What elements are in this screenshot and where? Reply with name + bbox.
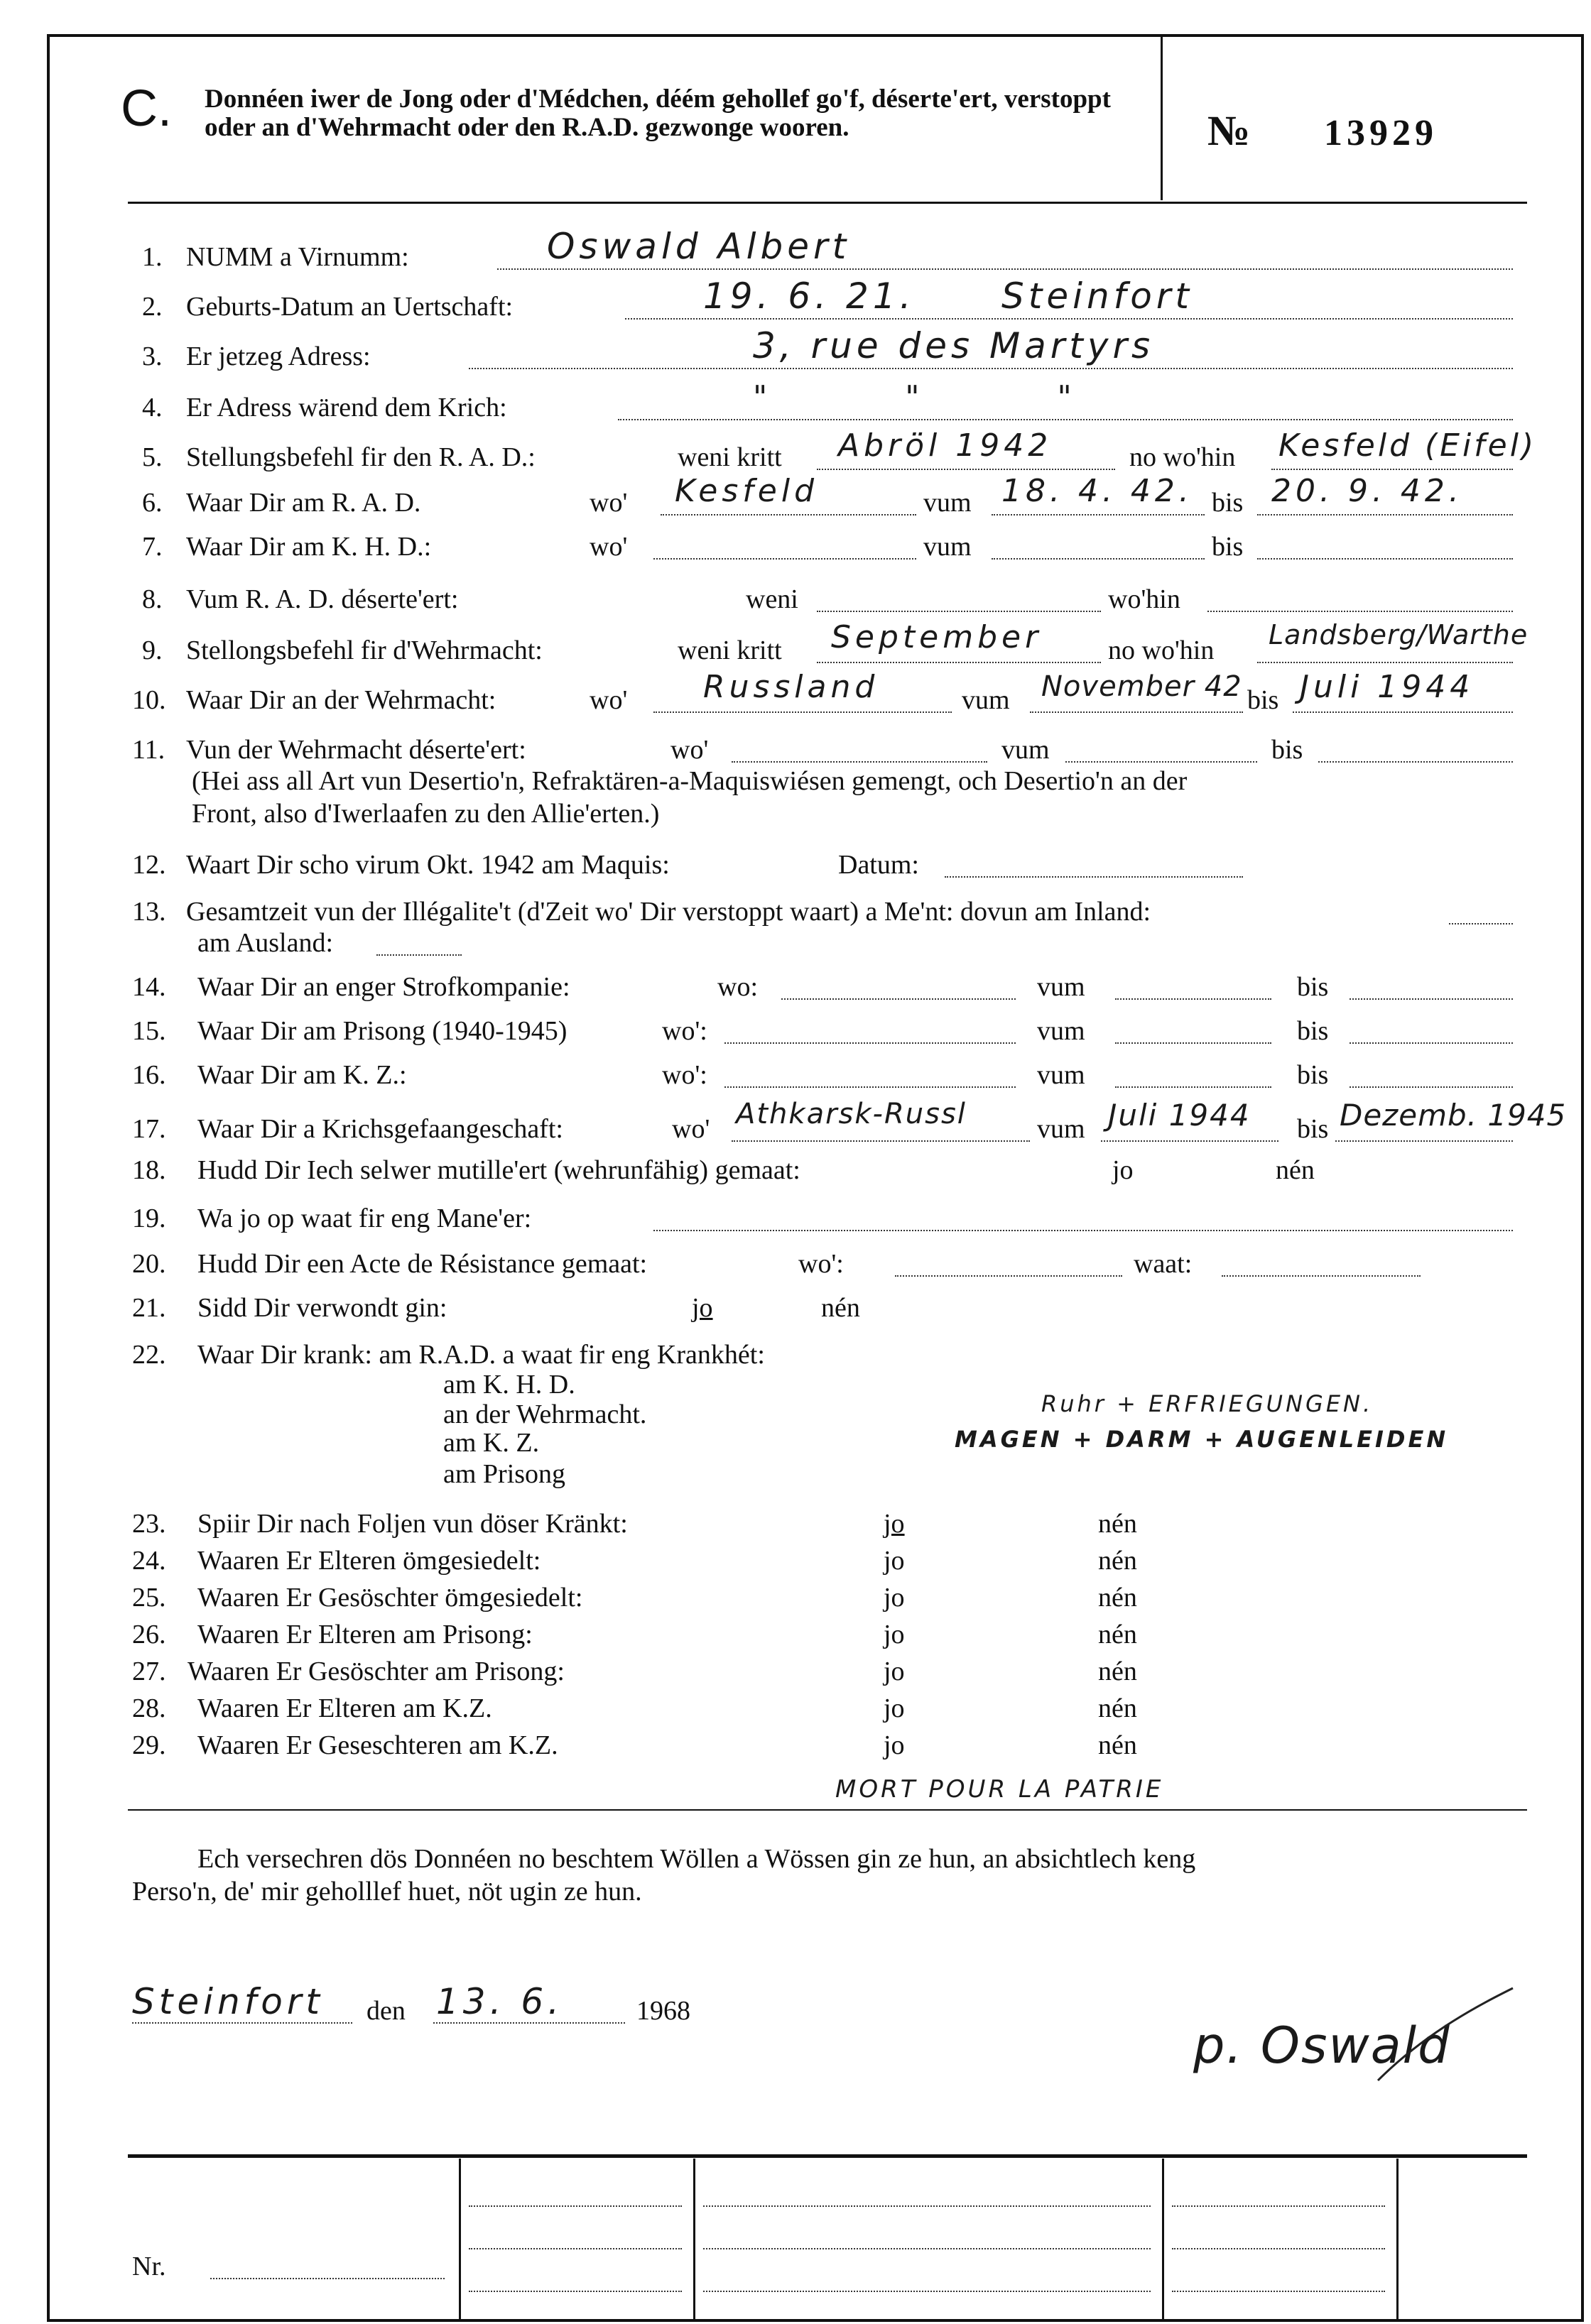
f26-num: 26.: [132, 1620, 166, 1649]
f8-weni-line: [817, 611, 1101, 612]
f16-label: Waar Dir am K. Z.:: [197, 1060, 407, 1090]
f14-bis-line: [1350, 998, 1513, 1000]
f5-label: Stellungsbefehl fir den R. A. D.:: [186, 442, 536, 472]
f28-num: 28.: [132, 1693, 166, 1723]
f17-vum-label: vum: [1037, 1114, 1085, 1144]
f17-bis: Dezemb. 1945: [1340, 1098, 1567, 1133]
f6-wo-label: wo': [590, 488, 628, 518]
f20-waat-line: [1222, 1275, 1421, 1277]
f27-label: Waaren Er Gesöschter am Prisong:: [188, 1657, 565, 1686]
f10-bis-label: bis: [1247, 685, 1279, 715]
footer-c3-line2: [703, 2248, 1151, 2249]
f8-label: Vum R. A. D. déserte'ert:: [186, 584, 459, 614]
f17-label: Waar Dir a Krichsgefaangeschaft:: [197, 1114, 563, 1144]
f13-inland-line: [1449, 923, 1513, 924]
f16-bis-line: [1350, 1086, 1513, 1088]
f22-kz: am K. Z.: [443, 1428, 540, 1458]
f22-label: Waar Dir krank: am R.A.D. a waat fir eng Krankhét:: [197, 1340, 765, 1370]
f2-num: 2.: [142, 292, 163, 322]
f9-num: 9.: [142, 635, 163, 665]
f16-wo-line: [724, 1086, 1016, 1088]
f23-nen: nén: [1098, 1509, 1137, 1539]
signature-date: 13. 6.: [436, 1981, 564, 2022]
f5-when: Abröl 1942: [838, 427, 1053, 464]
f2-date: 19. 6. 21.: [703, 276, 916, 317]
footer-c3-line3: [703, 2291, 1151, 2292]
f7-vum-label: vum: [923, 532, 972, 562]
f10-vum: November 42: [1041, 670, 1242, 703]
f20-num: 20.: [132, 1249, 166, 1279]
f9-where-line: [1257, 662, 1513, 663]
f19-label: Wa jo op waat fir eng Mane'er:: [197, 1204, 532, 1233]
f6-vum: 18. 4. 42.: [1001, 473, 1193, 509]
f15-num: 15.: [132, 1016, 166, 1046]
f22-prisong: am Prisong: [443, 1459, 566, 1489]
f10-num: 10.: [132, 685, 166, 715]
f21-label: Sidd Dir verwondt gin:: [197, 1293, 447, 1323]
f17-vum: Juli 1944: [1108, 1098, 1251, 1133]
f21-jo: jo: [692, 1293, 713, 1323]
f9-where: Landsberg/Warthe: [1269, 619, 1528, 650]
f27-jo: jo: [884, 1657, 905, 1686]
f29-remark: MORT POUR LA PATRIE: [835, 1775, 1164, 1804]
f1-num: 1.: [142, 242, 163, 272]
f14-wo-line: [781, 998, 1016, 1000]
f25-num: 25.: [132, 1583, 166, 1613]
header-rule: [128, 202, 1527, 204]
f4-label: Er Adress wärend dem Krich:: [186, 393, 507, 422]
footer-col-3: [1162, 2159, 1164, 2322]
number-label: №: [1207, 107, 1251, 154]
f23-label: Spiir Dir nach Foljen vun döser Kränkt:: [197, 1509, 628, 1539]
f18-num: 18.: [132, 1155, 166, 1185]
f20-waat-label: waat:: [1134, 1249, 1193, 1279]
f11-wo-label: wo': [670, 735, 709, 765]
f25-nen: nén: [1098, 1583, 1137, 1613]
f1-value: Oswald Albert: [547, 226, 851, 267]
f8-wohin-line: [1207, 611, 1513, 612]
f11-wo-line: [732, 761, 987, 763]
f23-jo: jo: [884, 1509, 905, 1539]
f5-num: 5.: [142, 442, 163, 472]
f14-num: 14.: [132, 972, 166, 1002]
f7-wo-label: wo': [590, 532, 628, 562]
f5-where: Kesfeld (Eifel): [1278, 427, 1537, 464]
signature-stroke-icon: [1200, 1974, 1527, 2088]
f22-khd: am K. H. D.: [443, 1370, 575, 1400]
f20-label: Hudd Dir een Acte de Résistance gemaat:: [197, 1249, 648, 1279]
footer-c2-line3: [469, 2291, 682, 2292]
section-letter: C.: [121, 80, 172, 137]
f18-jo: jo: [1112, 1155, 1134, 1185]
f15-vum-label: vum: [1037, 1016, 1085, 1046]
f26-nen: nén: [1098, 1620, 1137, 1649]
f4-num: 4.: [142, 393, 163, 422]
f16-vum-label: vum: [1037, 1060, 1085, 1090]
f12-num: 12.: [132, 850, 166, 880]
f19-line: [653, 1230, 1513, 1231]
f11-num: 11.: [132, 735, 165, 765]
f24-jo: jo: [884, 1546, 905, 1576]
f22-wehrmacht: an der Wehrmacht.: [443, 1400, 647, 1429]
f1-line: [497, 268, 1513, 270]
f15-label: Waar Dir am Prisong (1940-1945): [197, 1016, 568, 1046]
f13-ausland-line: [376, 954, 462, 956]
f17-wo-line: [732, 1140, 1030, 1142]
f11-label: Vun der Wehrmacht déserte'ert:: [186, 735, 526, 765]
signature-place: Steinfort: [132, 1981, 325, 2022]
f10-wo-label: wo': [590, 685, 628, 715]
footer-c2-line1: [469, 2205, 682, 2207]
f11-vum-label: vum: [1001, 735, 1050, 765]
f7-bis-line: [1257, 558, 1513, 560]
f17-wo-label: wo': [672, 1114, 710, 1144]
f16-wo-label: wo':: [662, 1060, 707, 1090]
f15-bis-line: [1350, 1042, 1513, 1044]
footer-col-2: [693, 2159, 695, 2322]
footer-col-1: [459, 2159, 461, 2322]
f26-label: Waaren Er Elteren am Prisong:: [197, 1620, 533, 1649]
f1-label: NUMM a Virnumm:: [186, 242, 409, 272]
header-divider: [1161, 37, 1163, 200]
f8-wohin-label: wo'hin: [1108, 584, 1180, 614]
f6-label: Waar Dir am R. A. D.: [186, 488, 421, 518]
footer-c3-line1: [703, 2205, 1151, 2207]
f15-vum-line: [1115, 1042, 1271, 1044]
f18-label: Hudd Dir Iech selwer mutille'ert (wehrunfähig) gemaat:: [197, 1155, 800, 1185]
f29-nen: nén: [1098, 1730, 1137, 1760]
f17-num: 17.: [132, 1114, 166, 1144]
f13-num: 13.: [132, 897, 166, 927]
f28-nen: nén: [1098, 1693, 1137, 1723]
f9-when: September: [831, 619, 1043, 655]
f27-nen: nén: [1098, 1657, 1137, 1686]
f24-nen: nén: [1098, 1546, 1137, 1576]
f4-line: [618, 419, 1513, 420]
f21-nen: nén: [821, 1293, 860, 1323]
signature-year: 1968: [636, 1996, 690, 2026]
f14-label: Waar Dir an enger Strofkompanie:: [197, 972, 570, 1002]
f7-num: 7.: [142, 532, 163, 562]
f22-num: 22.: [132, 1340, 166, 1370]
f5-where-label: no wo'hin: [1129, 442, 1236, 472]
f7-vum-line: [992, 558, 1205, 560]
f10-wo-line: [653, 711, 952, 713]
f6-bis-label: bis: [1212, 488, 1244, 518]
declaration-line1: Ech versechren dös Donnéen no beschtem Wöllen a Wössen gin ze hun, an absichtlech keng: [197, 1844, 1196, 1874]
f13-label2: am Ausland:: [197, 928, 334, 958]
f12-label: Waart Dir scho virum Okt. 1942 am Maquis:: [186, 850, 670, 880]
header-title: Donnéen iwer de Jong oder d'Médchen, déém gehollef go'f, déserte'ert, verstoppt oder an d'Wehrmacht oder den R.A.D. gezwonge wooren.: [205, 84, 1111, 142]
f2-line: [625, 318, 1513, 320]
f16-vum-line: [1115, 1086, 1271, 1088]
f5-when-line: [817, 469, 1115, 470]
f14-wo-label: wo:: [717, 972, 758, 1002]
signature: p. Oswald: [1193, 2017, 1451, 2075]
f6-vum-label: vum: [923, 488, 972, 518]
footer-c2-line2: [469, 2248, 682, 2249]
f29-num: 29.: [132, 1730, 166, 1760]
f5-when-label: weni kritt: [678, 442, 782, 472]
f3-value: 3, rue des Martyrs: [753, 325, 1155, 366]
f7-wo-line: [653, 558, 916, 560]
f24-num: 24.: [132, 1546, 166, 1576]
f20-wo-label: wo':: [798, 1249, 844, 1279]
f10-vum-line: [1030, 711, 1243, 713]
footer-c4-line3: [1172, 2291, 1385, 2292]
f7-label: Waar Dir am K. H. D.:: [186, 532, 432, 562]
section-rule: [128, 1809, 1527, 1811]
footer-nr-line: [210, 2278, 445, 2279]
f8-weni-label: weni: [746, 584, 798, 614]
f10-wo: Russland: [703, 669, 879, 705]
f2-place: Steinfort: [1001, 276, 1194, 317]
signature-den-label: den: [366, 1996, 406, 2026]
f17-vum-line: [1101, 1140, 1278, 1142]
f10-bis-line: [1293, 711, 1513, 713]
f17-bis-line: [1335, 1140, 1513, 1142]
f11-bis-line: [1318, 761, 1513, 763]
f25-label: Waaren Er Gesöschter ömgesiedelt:: [197, 1583, 583, 1613]
f16-bis-label: bis: [1297, 1060, 1329, 1090]
f14-vum-line: [1115, 998, 1271, 1000]
number-value: 13929: [1324, 113, 1438, 153]
f8-num: 8.: [142, 584, 163, 614]
f26-jo: jo: [884, 1620, 905, 1649]
f29-jo: jo: [884, 1730, 905, 1760]
f6-vum-line: [992, 514, 1205, 515]
f29-label: Waaren Er Geseschteren am K.Z.: [197, 1730, 558, 1760]
f6-bis: 20. 9. 42.: [1271, 473, 1463, 509]
f2-label: Geburts-Datum an Uertschaft:: [186, 292, 514, 322]
f28-label: Waaren Er Elteren am K.Z.: [197, 1693, 492, 1723]
f11-note: (Hei ass all Art vun Desertio'n, Refraktären-a-Maquiswiésen gemengt, och Desertio'n an der: [192, 766, 1188, 796]
f9-label: Stellongsbefehl fir d'Wehrmacht:: [186, 635, 543, 665]
f24-label: Waaren Er Elteren ömgesiedelt:: [197, 1546, 541, 1576]
f15-bis-label: bis: [1297, 1016, 1329, 1046]
f3-num: 3.: [142, 342, 163, 371]
f15-wo-line: [724, 1042, 1016, 1044]
f22-answer1: Ruhr + ERFRIEGUNGEN.: [1041, 1390, 1374, 1417]
footer-c4-line2: [1172, 2248, 1385, 2249]
signature-place-line: [132, 2022, 352, 2024]
f9-when-label: weni kritt: [678, 635, 782, 665]
f14-bis-label: bis: [1297, 972, 1329, 1002]
f15-wo-label: wo':: [662, 1016, 707, 1046]
f6-wo-line: [661, 514, 916, 515]
f12-datum-line: [945, 876, 1243, 878]
f18-nen: nén: [1276, 1155, 1315, 1185]
f23-num: 23.: [132, 1509, 166, 1539]
f4-value: " " ": [753, 379, 1136, 415]
f7-bis-label: bis: [1212, 532, 1244, 562]
f14-vum-label: vum: [1037, 972, 1085, 1002]
f6-num: 6.: [142, 488, 163, 518]
f6-bis-line: [1257, 514, 1513, 515]
f17-bis-label: bis: [1297, 1114, 1329, 1144]
f21-num: 21.: [132, 1293, 166, 1323]
f20-wo-line: [895, 1275, 1122, 1277]
f13-label: Gesamtzeit vun der Illégalite't (d'Zeit wo' Dir verstoppt waart) a Me'nt: dovun am Inland:: [186, 897, 1151, 927]
footer-nr-label: Nr.: [132, 2252, 166, 2281]
declaration-line2: Perso'n, de' mir geholllef huet, nöt ugin ze hun.: [132, 1877, 642, 1906]
footer-c4-line1: [1172, 2205, 1385, 2207]
f17-wo: Athkarsk-Russl: [736, 1098, 967, 1130]
f28-jo: jo: [884, 1693, 905, 1723]
f19-num: 19.: [132, 1204, 166, 1233]
f3-label: Er jetzeg Adress:: [186, 342, 371, 371]
f11-bis-label: bis: [1271, 735, 1303, 765]
f3-line: [469, 368, 1513, 369]
f10-label: Waar Dir an der Wehrmacht:: [186, 685, 496, 715]
f9-where-label: no wo'hin: [1108, 635, 1215, 665]
f11-note2: Front, also d'Iwerlaafen zu den Allie'erten.): [192, 799, 660, 829]
f11-vum-line: [1065, 761, 1257, 763]
f9-when-line: [817, 662, 1101, 663]
footer-rule: [128, 2154, 1527, 2158]
f5-where-line: [1271, 469, 1513, 470]
f16-num: 16.: [132, 1060, 166, 1090]
f10-bis: Juli 1944: [1300, 669, 1475, 705]
f25-jo: jo: [884, 1583, 905, 1613]
f27-num: 27.: [132, 1657, 166, 1686]
f10-vum-label: vum: [962, 685, 1010, 715]
f22-answer2: MAGEN + DARM + AUGENLEIDEN: [955, 1426, 1449, 1453]
f6-wo: Kesfeld: [675, 473, 818, 509]
footer-col-4: [1396, 2159, 1399, 2322]
f12-datum-label: Datum:: [838, 850, 919, 880]
signature-date-line: [433, 2022, 625, 2024]
